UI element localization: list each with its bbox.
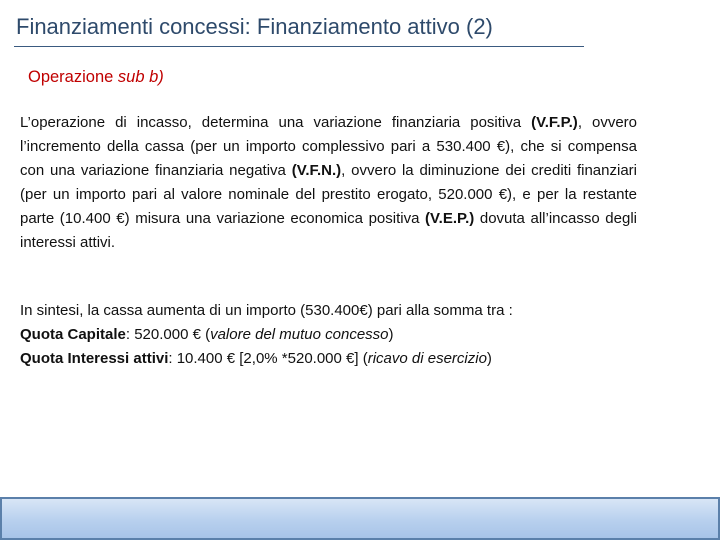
subtitle-italic: sub b) [117,68,164,86]
paragraph-operazione [20,111,637,255]
quota-interessi-note: ricavo di esercizio [367,350,487,367]
vep-label: (V.E.P.) [425,210,475,227]
vfn-label: (V.F.N.) [291,162,342,179]
paragraph-text: dovuta all’incasso degli interessi attivi. [20,210,637,251]
quota-interessi-text: : 10.400 € [2,0% *520.000 €] ( [168,350,368,367]
quota-capitale-note: valore del mutuo concesso [210,326,389,343]
subtitle-prefix: Operazione [28,68,118,86]
paragraph-text: L’operazione di incasso, determina una variazione finanziaria positiva [20,114,532,131]
sintesi-line: In sintesi, la cassa aumenta di un importo (530.400€) pari alla somma tra : [20,302,513,319]
quota-capitale-text: : 520.000 € ( [125,326,211,343]
section-subtitle [28,68,164,87]
quota-capitale-close: ) [388,326,394,343]
footer-bar [0,497,720,540]
vfp-label: (V.F.P.) [531,114,578,131]
quota-interessi-close: ) [486,350,492,367]
paragraph-text: , ovvero l’incremento della cassa (per un importo complessivo pari a 530.400 €), che si compensa con una variazione finanziaria negativa [20,114,638,179]
paragraph-sintesi [20,299,637,371]
paragraph-text: , ovvero la diminuzione dei crediti finanziari (per un importo pari al valore nominale del prestito erogato, 520.000 €), e per la restante parte (10.400 €) misura una variazione economica positiva [20,162,637,227]
quota-capitale-label: Quota Capitale [20,326,126,343]
slide-title: Finanziamenti concessi: Finanziamento attivo (2) [16,14,493,39]
quota-capitale-line [20,323,637,347]
title-underline [14,46,584,47]
quota-interessi-label: Quota Interessi attivi [20,350,169,367]
quota-interessi-line [20,347,637,371]
